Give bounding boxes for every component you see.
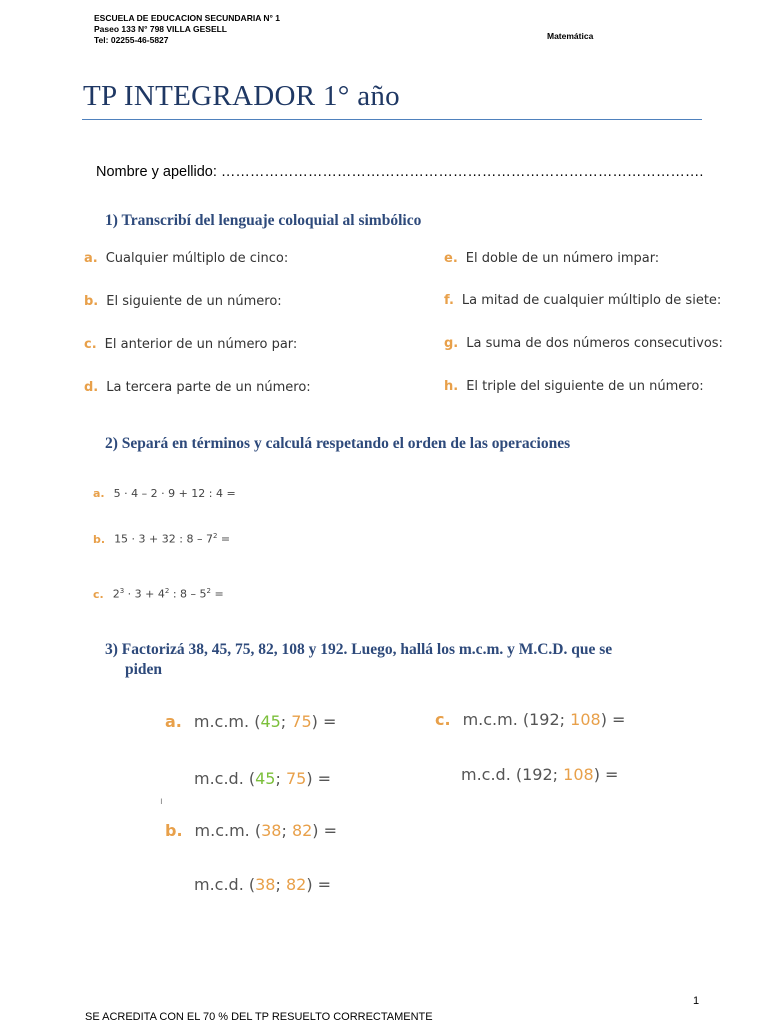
title-divider xyxy=(82,119,702,120)
list-item: e. El doble de un número impar: xyxy=(444,251,660,266)
school-address: Paseo 133 N° 798 VILLA GESELL xyxy=(94,24,227,34)
mcm-item: b. m.c.m. (38; 82) = xyxy=(165,821,338,840)
school-header xyxy=(94,13,280,46)
mcm-item: a. m.c.m. (45; 75) = xyxy=(165,712,337,731)
mcd-item: m.c.d. (45; 75) = xyxy=(194,769,332,788)
school-name: ESCUELA DE EDUCACION SECUNDARIA N° 1 xyxy=(94,13,281,23)
page-title: TP INTEGRADOR 1° año xyxy=(83,80,400,112)
page-number: 1 xyxy=(693,995,700,1007)
mcm-item: c. m.c.m. (192; 108) = xyxy=(435,710,626,729)
exercise-item: b. 15 · 3 + 32 : $8 - 7^2$ = xyxy=(93,532,231,546)
school-phone: Tel: 02255-46-5827 xyxy=(94,35,169,45)
list-item: d. La tercera parte de un número: xyxy=(84,380,311,395)
section3-heading xyxy=(105,640,705,680)
mcd-item: m.c.d. (38; 82) = xyxy=(194,875,332,894)
list-item: f. La mitad de cualquier múltiplo de siete: xyxy=(444,293,722,308)
list-item: h. El triple del siguiente de un número: xyxy=(444,379,704,394)
section3-heading-line1: 3) Factorizá 38, 45, 75, 82, 108 y 192. Luego, hallá los m.c.m. y M.C.D. que se xyxy=(105,641,613,658)
margin-mark: ı xyxy=(160,796,163,807)
list-item: b. El siguiente de un número: xyxy=(84,294,282,309)
subject-label: Matemática xyxy=(547,31,594,41)
list-item: a. Cualquier múltiplo de cinco: xyxy=(84,251,289,266)
mcd-item: m.c.d. (192; 108) = xyxy=(461,765,619,784)
exercise-item: a. 5 · 4 – 2 · 9 + 12 : 4 = xyxy=(93,487,236,500)
list-item: g. La suma de dos números consecutivos: xyxy=(444,336,723,351)
name-field: Nombre y apellido: ………………………………………………………………………………………. xyxy=(96,164,704,180)
section3-heading-line2: piden xyxy=(125,661,163,678)
footer-note: SE ACREDITA CON EL 70 % DEL TP RESUELTO CORRECTAMENTE xyxy=(85,1011,433,1023)
list-item: c. El anterior de un número par: xyxy=(84,337,298,352)
exercise-item: c. $2^3 \cdot 3 + 4^2$ : $8 - 5^2$ = xyxy=(93,587,224,601)
section1-heading: 1) Transcribí del lenguaje coloquial al simbólico xyxy=(105,212,422,229)
section2-heading: 2) Separá en términos y calculá respetando el orden de las operaciones xyxy=(105,435,571,452)
